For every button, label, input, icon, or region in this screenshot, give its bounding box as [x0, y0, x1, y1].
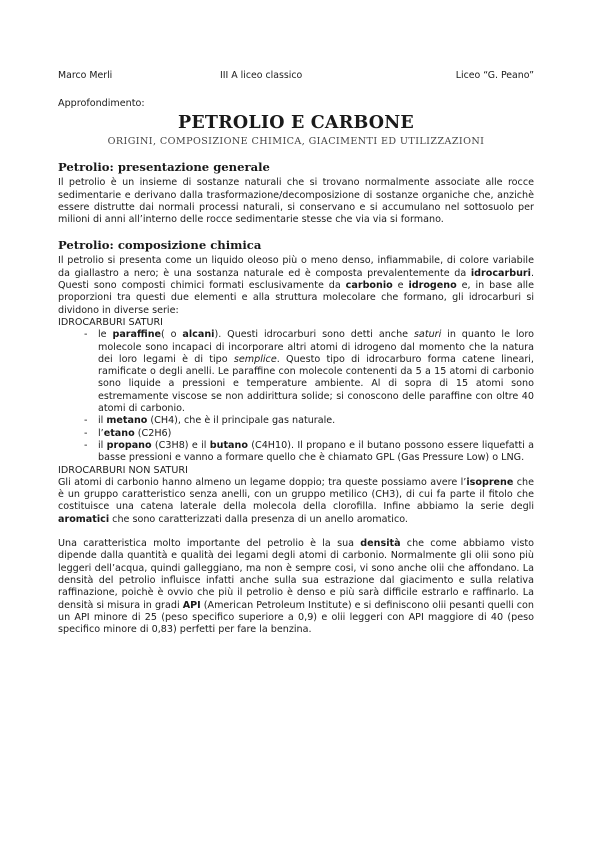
document-title: PETROLIO E CARBONE: [178, 113, 414, 134]
label-idrocarburi-saturi: IDROCARBURI SATURI: [58, 316, 163, 328]
keyword-butano: butano: [209, 439, 248, 451]
text-run: (American Petroleum Institute) e si definiscono olii pesanti quelli con un API minore di 25 (peso specifico superiore a 0,9) e olii leggeri con API maggiore di 40 (peso specifico minore di 0,83) perfetti per fare la benzina.: [58, 599, 534, 636]
keyword-densita: densità: [360, 538, 401, 550]
paragraph-densita: [58, 538, 534, 636]
list-item-propano-butano: [84, 440, 534, 465]
italic-semplice: semplice: [233, 353, 277, 365]
list-item-paraffine: [84, 329, 534, 415]
text-run: Gli atomi di carbonio hanno almeno un legame doppio; tra queste possiamo avere l’: [58, 476, 467, 488]
section-heading-presentazione: Petrolio: presentazione generale: [58, 160, 270, 175]
keyword-paraffine: paraffine: [112, 329, 162, 341]
paragraph-non-saturi: [58, 477, 534, 526]
text-run: il: [98, 415, 107, 427]
text-run: l’: [98, 427, 104, 439]
class-name: III A liceo classico: [220, 70, 303, 81]
text-run: le: [98, 329, 113, 341]
label-idrocarburi-non-saturi: IDROCARBURI NON SATURI: [58, 464, 188, 476]
text-run: (C2H6): [134, 427, 172, 439]
author-name: Marco Merli: [58, 70, 113, 81]
text-run: che come abbiamo visto dipende dalla quantità e qualità dei legami degli atomi di carbonio. Normalmente gli olii sono più leggeri dell’acqua, quindi galleggiano, ma non è sempre cosi, vi sono anche olii che affondano. La densità del petrolio influisce infatti anche sulla sua estrazione dal giacimento e sulla relativa raffinazione, poichè è ovvio che più il petrolio è denso e più sarà difficile estrarlo e raffinarlo. La densità si misura in gradi: [58, 538, 534, 611]
keyword-etano: etano: [103, 427, 135, 439]
text-run: ( o: [161, 329, 183, 341]
text-run: (C4H10). Il propano e il butano possono essere liquefatti a basse pressioni e vanno a formare quello che è chiamato GPL (Gas Pressure Low) o LNG.: [98, 439, 534, 464]
keyword-propano: propano: [106, 439, 152, 451]
keyword-api: API: [182, 599, 201, 611]
paragraph-presentazione: Il petrolio è un insieme di sostanze naturali che si trovano normalmente associate alle rocce sedimentarie e derivano dalla trasformazione/decomposizione di sostanze organiche che, anzichè essere distrutte dai normali processi naturali, si conservano e si accumulano nel sottosuolo per milioni di anni all’interno delle rocce sedimentarie stesse che via via si formano.: [58, 177, 534, 226]
text-run: Il petrolio si presenta come un liquido oleoso più o meno denso, infiammabile, di colore variabile da giallastro a nero; è una sostanza naturale ed è composta prevalentemente da: [58, 255, 534, 279]
text-run: ). Questi idrocarburi sono detti anche: [214, 329, 414, 341]
text-run: che sono caratterizzati dalla presenza di un anello aromatico.: [109, 513, 408, 525]
list-item-metano: [84, 415, 534, 427]
text-run: Una caratteristica molto importante del petrolio è la sua: [58, 538, 361, 550]
approfondimento-label: Approfondimento:: [58, 98, 145, 109]
page-header: [58, 70, 534, 82]
keyword-isoprene: isoprene: [466, 476, 514, 488]
text-run: in quanto le loro molecole sono incapaci di incorporare altri atomi di idrogeno dal momento che la natura dei loro legami è di tipo: [98, 329, 534, 365]
text-run: (C3H8) e il: [151, 439, 210, 451]
text-run: . Questi sono composti chimici formati esclusivamente da: [58, 267, 534, 292]
paragraph-gap: [58, 526, 534, 538]
document-subtitle: ORIGINI, COMPOSIZIONE CHIMICA, GIACIMENTI ED UTILIZZAZIONI: [107, 136, 485, 148]
text-run: e, in base alle proporzioni tra questi due elementi e alla struttura molecolare che formano, gli idrocarburi si dividono in diverse serie:: [58, 280, 534, 316]
text-run: . Questo tipo di idrocarburo forma catene lineari, ramificate o degli anelli. Le paraffine con molecole contenenti da 5 a 15 atomi di carbonio sono liquide a pressioni e temperature ambiente. Al di sopra di 15 atomi sono estremamente viscose se non addirittura solide; si conoscono delle paraffine con oltre 40 atomi di carbonio.: [98, 353, 534, 415]
keyword-idrogeno: idrogeno: [408, 280, 457, 292]
school-name: Liceo “G. Peano”: [455, 70, 534, 81]
text-run: che è un gruppo caratteristico senza anelli, con un gruppo metilico (CH3), di cui fa parte il fitolo che costituisce una catena laterale della molecola della clorofilla. Infine abbiamo la serie degli: [58, 476, 534, 513]
text-run: e: [392, 280, 409, 292]
italic-saturi: saturi: [413, 329, 442, 341]
keyword-metano: metano: [106, 415, 148, 427]
text-run: (CH4), che è il principale gas naturale.: [147, 415, 336, 427]
saturi-list: [58, 329, 534, 464]
text-run: il: [98, 439, 107, 451]
keyword-idrocarburi: idrocarburi: [470, 267, 531, 279]
paragraph-composizione-intro: [58, 255, 534, 316]
section-heading-composizione: Petrolio: composizione chimica: [58, 238, 262, 253]
keyword-aromatici: aromatici: [58, 513, 110, 525]
keyword-carbonio: carbonio: [345, 280, 393, 292]
list-item-etano: [84, 428, 534, 440]
keyword-alcani: alcani: [182, 329, 215, 341]
